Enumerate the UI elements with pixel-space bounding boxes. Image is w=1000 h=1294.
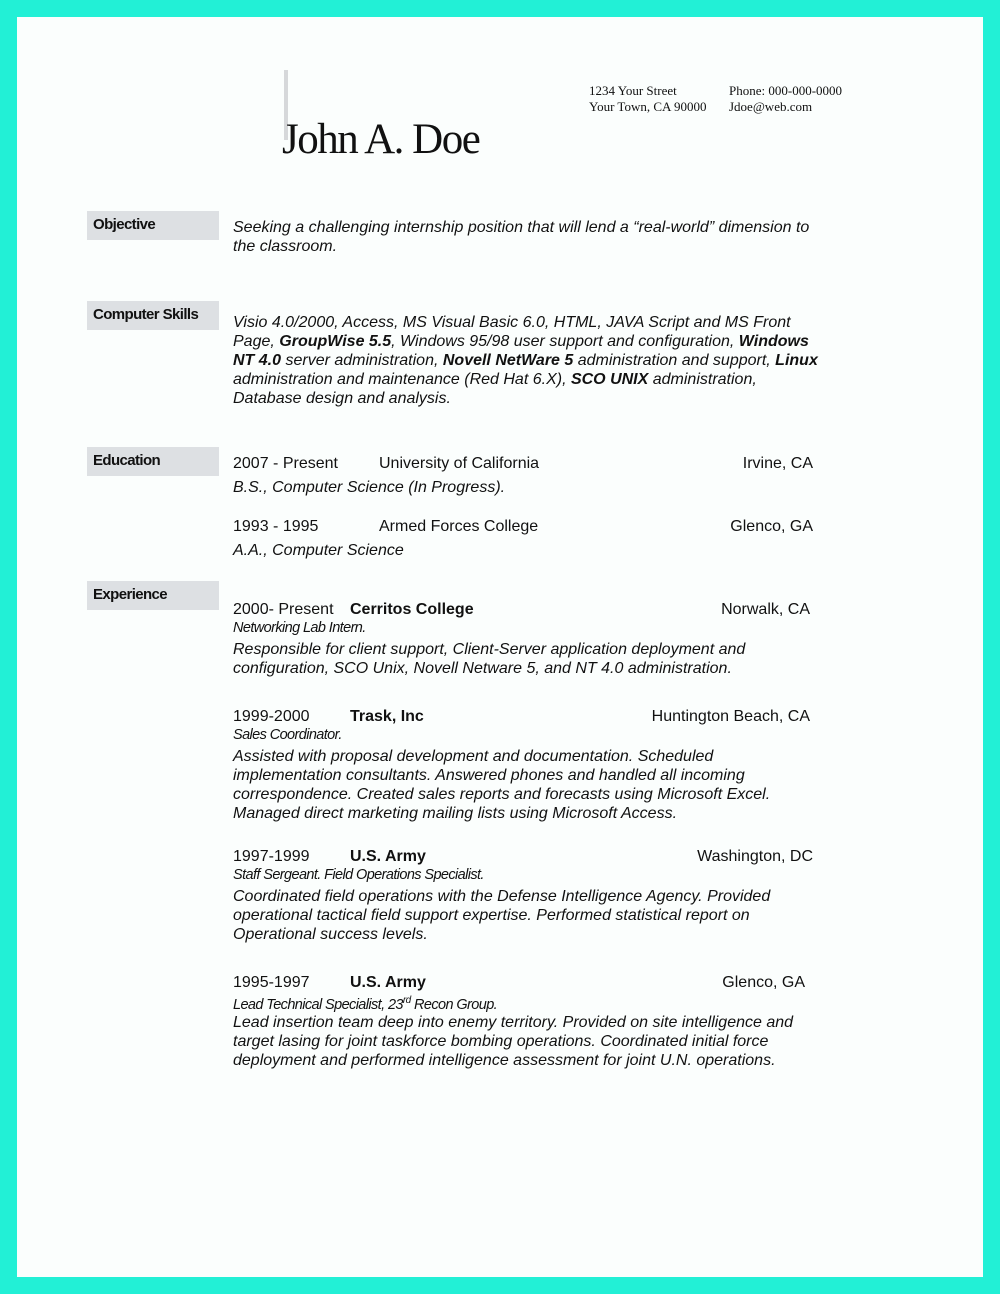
experience-company: Cerritos College [350,601,474,618]
experience-company: U.S. Army [350,974,426,991]
experience-description [233,640,745,678]
skill-highlight: Linux [775,352,818,369]
job-title-text: Recon Group. [410,996,498,1013]
education-school: University of California [379,455,540,472]
experience-job-title [233,992,497,1014]
skill-text: Page, [233,333,280,350]
skill-highlight: Windows [738,333,809,350]
section-label-education: Education [87,447,219,476]
job-title-superscript: rd [402,995,411,1006]
section-label-objective: Objective [87,211,219,240]
section-label-computer-skills: Computer Skills [87,301,219,330]
experience-entry-header [233,707,810,726]
experience-company: Trask, Inc [350,708,424,725]
skill-highlight: GroupWise 5.5 [279,333,392,350]
job-title-text: Networking Lab Intern. [233,620,366,636]
experience-location: Norwalk, CA [721,601,810,618]
experience-description [233,887,770,944]
description-line: implementation consultants. Answered phones and handled all incoming [233,767,745,784]
experience-job-title [233,619,366,637]
skill-text: administration and support, [573,352,776,369]
skill-text: administration, [648,371,757,388]
experience-job-title [233,726,342,744]
skill-highlight: SCO UNIX [570,371,649,388]
description-line: correspondence. Created sales reports and forecasts using Microsoft Excel. [233,786,771,803]
skills-line [233,370,818,389]
skill-highlight: Novell NetWare 5 [442,352,574,369]
address-line1: 1234 Your Street [589,83,677,98]
experience-description [233,1013,793,1070]
skill-highlight: NT 4.0 [233,352,282,369]
address-block [589,83,706,115]
description-line: operational tactical field support expertise. Performed statistical report on [233,907,750,924]
skills-text [233,313,818,408]
description-line: Operational success levels. [233,926,428,943]
skills-line [233,313,818,332]
description-line: Coordinated field operations with the Defense Intelligence Agency. Provided [233,888,771,905]
education-school: Armed Forces College [379,518,539,535]
skills-line [233,351,818,370]
education-location: Irvine, CA [742,455,813,472]
experience-dates: 1999-2000 [233,708,310,725]
experience-dates: 2000- Present [233,601,334,618]
experience-company: U.S. Army [350,848,426,865]
contact-block [729,83,842,115]
email[interactable]: Jdoe@web.com [729,99,813,114]
experience-description [233,747,770,823]
skill-text: Database design and analysis. [233,390,451,407]
description-line: Lead insertion team deep into enemy territory. Provided on site intelligence and [233,1014,794,1031]
address-line2: Your Town, CA 90000 [589,99,707,114]
resume-page [17,17,983,1277]
experience-dates: 1997-1999 [233,848,310,865]
description-line: target lasing for joint taskforce bombing operations. Coordinated initial force [233,1033,769,1050]
experience-entry-header [233,600,810,619]
education-entry-header [233,454,813,473]
education-degree: A.A., Computer Science [233,542,404,559]
experience-job-title [233,866,484,884]
education-dates: 2007 - Present [233,455,338,472]
job-title-text: Sales Coordinator. [233,727,342,743]
objective-line: the classroom. [233,238,338,255]
skill-text: administration and maintenance (Red Hat 6.X), [233,371,571,388]
experience-entry-header [233,847,813,866]
job-title-text: Staff Sergeant. Field Operations Specialist. [233,867,484,883]
education-entry-header [233,517,813,536]
candidate-name: John A. Doe [282,116,480,163]
skills-line [233,389,818,408]
section-label-experience: Experience [87,581,219,610]
skills-line [233,332,818,351]
objective-text [233,218,809,256]
objective-line: Seeking a challenging internship position that will lend a “real-world” dimension to [233,219,810,236]
experience-location: Huntington Beach, CA [651,708,810,725]
description-line: Managed direct marketing mailing lists using Microsoft Access. [233,805,678,822]
skill-text: , Windows 95/98 user support and configuration, [391,333,739,350]
experience-location: Washington, DC [697,848,813,865]
phone: Phone: 000-000-0000 [729,83,843,98]
education-dates: 1993 - 1995 [233,518,319,535]
experience-location: Glenco, GA [722,974,805,991]
description-line: configuration, SCO Unix, Novell Netware 5, and NT 4.0 administration. [233,660,732,677]
description-line: Assisted with proposal development and documentation. Scheduled [233,748,714,765]
education-location: Glenco, GA [730,518,813,535]
experience-dates: 1995-1997 [233,974,310,991]
job-title-text: Lead Technical Specialist, 23 [233,996,403,1013]
experience-entry-header [233,973,805,992]
skill-text: server administration, [281,352,443,369]
description-line: Responsible for client support, Client-Server application deployment and [233,641,746,658]
description-line: deployment and performed intelligence assessment for joint U.N. operations. [233,1052,776,1069]
skill-text: Visio 4.0/2000, Access, MS Visual Basic 6.0, HTML, JAVA Script and MS Front [233,314,791,331]
education-degree: B.S., Computer Science (In Progress). [233,479,506,496]
